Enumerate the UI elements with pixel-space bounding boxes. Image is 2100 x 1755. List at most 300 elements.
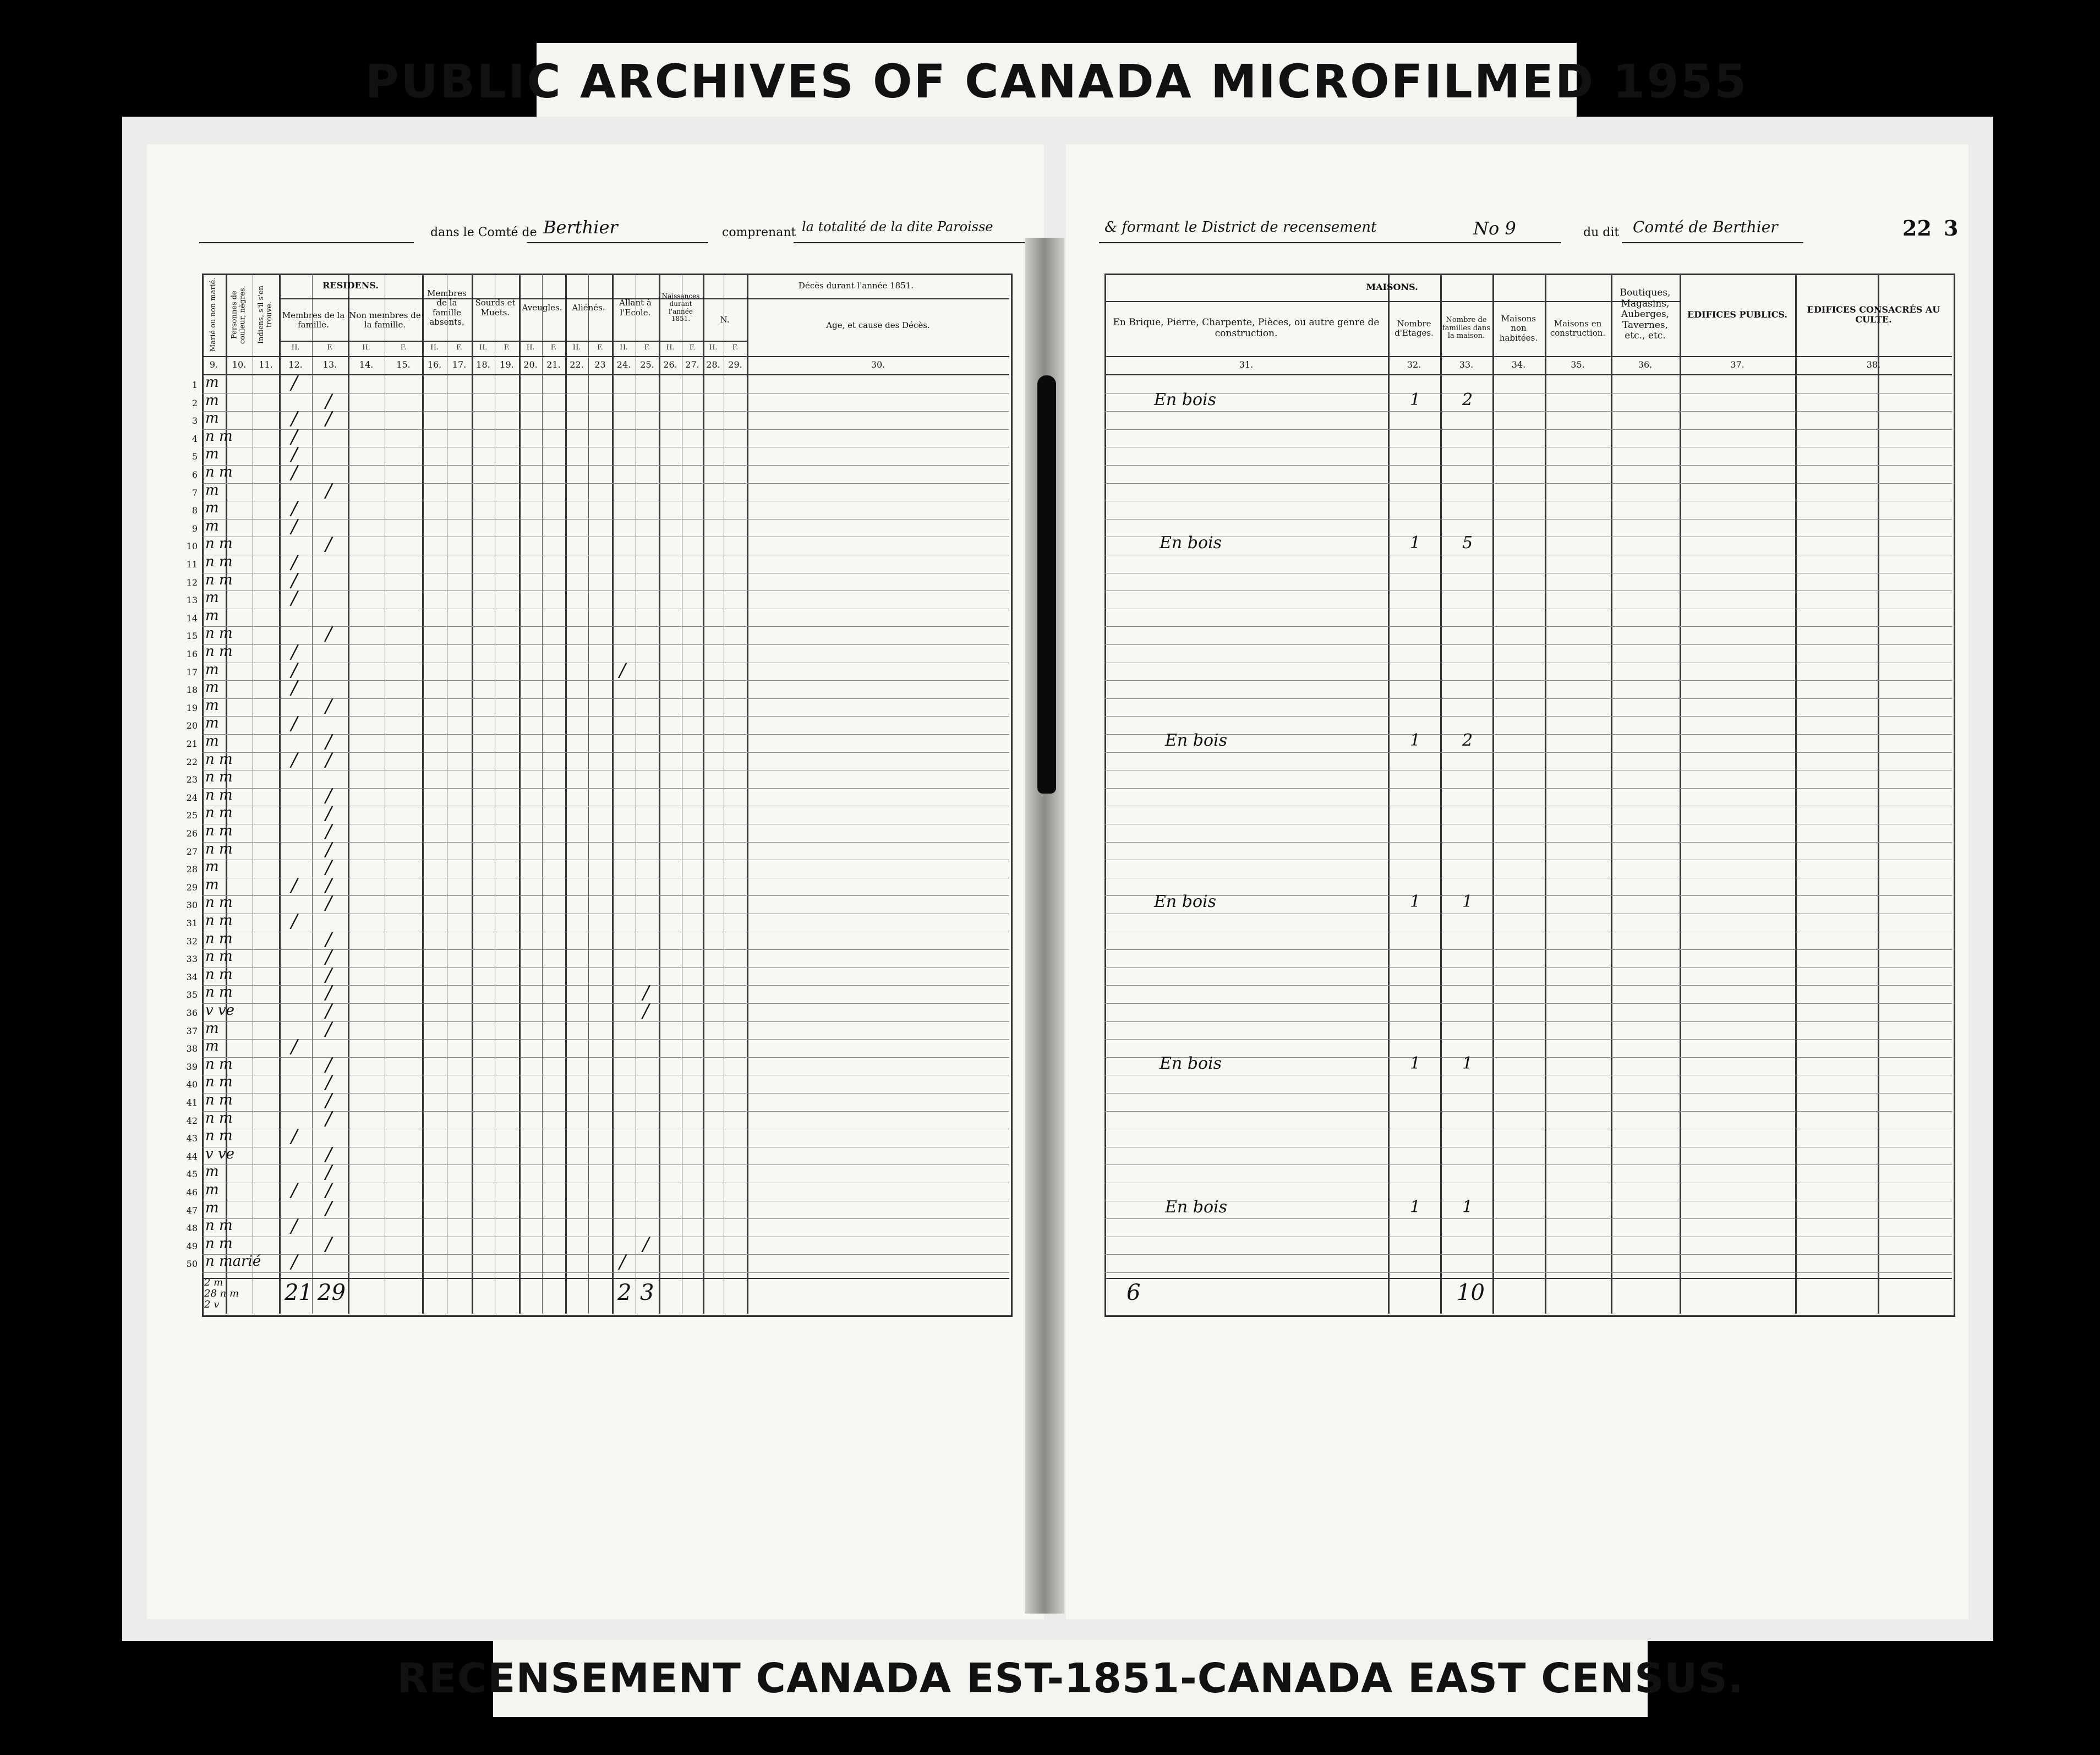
left-row-rule <box>202 895 1009 896</box>
row-number: 35 <box>186 989 198 1000</box>
left-row-rule <box>202 842 1009 843</box>
left-column-number: 16. <box>427 359 442 370</box>
header-couleur: Personnes de couleur, nègres. <box>230 286 247 344</box>
left-colnum-bottom <box>202 374 1009 375</box>
header-membres-absents: Membres de la famille absents. <box>427 288 467 327</box>
tick-membres-f: / <box>325 892 332 915</box>
tick-membres-f: / <box>325 1179 332 1201</box>
tick-membres-h: / <box>291 641 298 663</box>
row-number: 14 <box>186 613 198 624</box>
left-row-rule <box>202 1021 1009 1022</box>
marital-status: n marié <box>205 1253 261 1270</box>
header-aveugles: Aveugles. <box>522 302 562 313</box>
left-colnum-top <box>202 356 1009 357</box>
header-sex: H. <box>620 343 628 352</box>
row-number: 22 <box>186 756 198 767</box>
marital-status: n m <box>205 643 233 660</box>
row-number: 16 <box>186 649 198 659</box>
header-sex: H. <box>362 343 370 352</box>
header-sex: F. <box>400 343 407 352</box>
house-etages: 1 <box>1410 533 1421 553</box>
row-number: 32 <box>186 936 198 947</box>
marital-status: m <box>205 876 219 893</box>
tick-membres-h: / <box>291 425 298 448</box>
tick-membres-f: / <box>325 695 332 717</box>
total-familles: 10 <box>1457 1280 1485 1305</box>
row-number: 33 <box>186 954 198 965</box>
right-row-rule <box>1104 1164 1952 1165</box>
house-type: En bois <box>1165 731 1228 750</box>
tick-membres-h: / <box>291 677 298 699</box>
ink-stain <box>1037 375 1056 794</box>
header-sex: H. <box>291 343 300 352</box>
tick-membres-f: / <box>325 748 332 771</box>
row-number: 17 <box>186 666 198 677</box>
row-number: 18 <box>186 685 198 696</box>
house-type: En bois <box>1165 1197 1228 1217</box>
right-row-rule <box>1104 734 1952 735</box>
tick-membres-h: / <box>291 874 298 896</box>
header-deces-age: Age, et cause des Décès. <box>826 320 930 331</box>
microfilm-banner-bottom: RECENSEMENT CANADA EST-1851-CANADA EAST CENSUS. <box>493 1640 1648 1717</box>
tick-membres-h: / <box>291 569 298 592</box>
tick-membres-h: / <box>291 713 298 735</box>
comte-underline <box>527 242 708 243</box>
tick-membres-f: / <box>325 1018 332 1040</box>
left-row-rule <box>202 1218 1009 1219</box>
row-number: 37 <box>186 1025 198 1036</box>
left-row-rule <box>202 1254 1009 1255</box>
left-column-number: 26. <box>663 359 677 370</box>
marital-status: n m <box>205 805 233 822</box>
row-number: 50 <box>186 1259 198 1270</box>
census-ledger <box>122 117 1993 1641</box>
marital-status: m <box>205 859 219 876</box>
left-row-rule <box>202 1039 1009 1040</box>
left-row-rule <box>202 1057 1009 1058</box>
house-familles: 1 <box>1462 1197 1473 1217</box>
row-number: 39 <box>186 1061 198 1072</box>
tick-membres-h: / <box>291 659 298 681</box>
page-number-right: 3 <box>1944 216 1959 240</box>
marital-status: m <box>205 446 219 463</box>
marital-status: n m <box>205 1217 233 1234</box>
row-number: 4 <box>192 433 198 444</box>
left-row-rule <box>202 716 1009 717</box>
left-row-rule <box>202 680 1009 681</box>
marital-status: n m <box>205 535 233 553</box>
right-row-rule <box>1104 1218 1952 1219</box>
row-number: 45 <box>186 1169 198 1180</box>
left-page <box>147 144 1044 1619</box>
header-boutiques: Boutiques, Magasins, Auberges, Tavernes, etc., etc. <box>1620 287 1671 342</box>
tick-ecole-f: / <box>643 1233 649 1255</box>
left-row-rule <box>202 483 1009 484</box>
left-column-number: 21. <box>546 359 561 370</box>
tick-membres-f: / <box>325 982 332 1004</box>
marital-status: n m <box>205 912 233 929</box>
right-row-rule <box>1104 1093 1952 1094</box>
tick-membres-h: / <box>291 1215 298 1238</box>
tick-membres-h: / <box>291 408 298 430</box>
tick-membres-f: / <box>325 731 332 753</box>
row-number: 11 <box>186 559 198 570</box>
right-page <box>1066 144 1968 1619</box>
marital-status: m <box>205 607 219 624</box>
right-row-rule <box>1104 465 1952 466</box>
marital-status: n m <box>205 786 233 803</box>
row-number: 42 <box>186 1115 198 1126</box>
right-column-number: 34. <box>1511 359 1526 370</box>
header-alienes: Aliénés. <box>572 302 605 313</box>
header-deces-n: N. <box>720 315 730 325</box>
header-sex: F. <box>456 343 462 352</box>
comte-value: Berthier <box>543 217 618 238</box>
tick-membres-f: / <box>325 1143 332 1166</box>
left-row-rule <box>202 1003 1009 1004</box>
right-column-number: 31. <box>1239 359 1254 370</box>
right-colnum-top <box>1104 356 1952 357</box>
total-membres-h: 21 <box>285 1280 313 1305</box>
tick-membres-f: / <box>325 964 332 986</box>
header-indiens: Indiens, s'il s'en trouve. <box>257 286 274 344</box>
left-column-number: 22. <box>570 359 584 370</box>
header-edifices-culte: EDIFICES CONSACRÉS AU CULTE. <box>1807 304 1940 325</box>
left-row-rule <box>202 411 1009 412</box>
house-type: En bois <box>1160 1053 1222 1073</box>
tick-membres-h: / <box>291 1036 298 1058</box>
row-number: 30 <box>186 900 198 911</box>
tick-membres-h: / <box>291 515 298 538</box>
tick-membres-h: / <box>291 462 298 484</box>
tick-ecole-f: / <box>643 982 649 1004</box>
row-number: 19 <box>186 702 198 713</box>
marital-status: m <box>205 679 219 696</box>
header-sex: H. <box>526 343 535 352</box>
left-row-rule <box>202 734 1009 735</box>
total-maisons: 6 <box>1126 1280 1141 1305</box>
right-column-number: 35. <box>1571 359 1585 370</box>
marital-status: m <box>205 482 219 499</box>
left-table-frame <box>202 274 1013 1317</box>
row-number: 21 <box>186 739 198 749</box>
marital-status: m <box>205 517 219 534</box>
row-number: 36 <box>186 1008 198 1018</box>
header-marie: Marié ou non marié. <box>209 277 218 352</box>
marital-status: n m <box>205 1128 233 1145</box>
right-row-rule <box>1104 1254 1952 1255</box>
marital-status: m <box>205 1163 219 1180</box>
header-sex: H. <box>430 343 439 352</box>
header-naissances: Naissances durant l'année 1851. <box>661 292 700 323</box>
marital-status: n m <box>205 948 233 965</box>
left-column-number: 29. <box>728 359 742 370</box>
total-marie-c: 2 v <box>204 1299 220 1310</box>
right-column-number: 33. <box>1459 359 1474 370</box>
right-column-number: 32. <box>1407 359 1421 370</box>
row-number: 38 <box>186 1043 198 1054</box>
right-row-rule <box>1104 895 1952 896</box>
tick-membres-f: / <box>325 1090 332 1112</box>
comte-value-right: Comté de Berthier <box>1633 218 1778 236</box>
tick-membres-f: / <box>325 1000 332 1022</box>
right-row-rule <box>1104 483 1952 484</box>
page-number: 22 <box>1902 216 1932 240</box>
right-row-rule <box>1104 626 1952 627</box>
tick-membres-f: / <box>325 390 332 412</box>
marital-status: n m <box>205 840 233 857</box>
header-deces: Décès durant l'année 1851. <box>798 280 914 291</box>
district-no: No 9 <box>1473 218 1516 239</box>
right-row-rule <box>1104 1039 1952 1040</box>
tick-membres-f: / <box>325 1197 332 1220</box>
right-table-frame <box>1104 274 1955 1317</box>
row-number: 23 <box>186 774 198 785</box>
left-row-rule <box>202 698 1009 699</box>
header-sex: F. <box>689 343 696 352</box>
marital-status: n m <box>205 966 233 983</box>
tick-membres-h: / <box>291 1251 298 1273</box>
marital-status: m <box>205 715 219 732</box>
row-number: 34 <box>186 971 198 982</box>
row-number: 43 <box>186 1133 198 1144</box>
total-membres-f: 29 <box>318 1280 346 1305</box>
tick-membres-f: / <box>325 856 332 879</box>
tick-membres-h: / <box>291 748 298 771</box>
marital-status: n m <box>205 1056 233 1073</box>
left-row-rule <box>202 949 1009 950</box>
house-familles: 1 <box>1462 1053 1473 1073</box>
tick-membres-f: / <box>325 821 332 843</box>
header-sex: F. <box>732 343 739 352</box>
header-etages: Nombre d'Etages. <box>1394 318 1434 338</box>
tick-membres-h: / <box>291 910 298 932</box>
tick-membres-f: / <box>325 623 332 646</box>
tick-membres-f: / <box>325 838 332 861</box>
right-row-rule <box>1104 752 1952 753</box>
total-ecole-h: 2 <box>617 1280 632 1305</box>
left-row-rule <box>202 429 1009 430</box>
house-type: En bois <box>1154 892 1217 912</box>
left-row-rule <box>202 1093 1009 1094</box>
right-column-number: 36. <box>1638 359 1653 370</box>
left-row-rule <box>202 465 1009 466</box>
row-number: 6 <box>192 469 198 480</box>
left-totals-rule <box>202 1278 1009 1279</box>
header-sex: F. <box>597 343 603 352</box>
tick-ecole-h: / <box>619 1251 626 1273</box>
row-number: 8 <box>192 505 198 516</box>
tick-membres-f: / <box>325 408 332 430</box>
right-row-rule <box>1104 644 1952 645</box>
left-column-number: 23 <box>594 359 606 370</box>
right-row-rule <box>1104 1021 1952 1022</box>
tick-membres-f: / <box>325 1233 332 1255</box>
left-column-number: 20. <box>523 359 538 370</box>
row-number: 15 <box>186 631 198 642</box>
tick-membres-f: / <box>325 533 332 556</box>
left-column-number: 15. <box>396 359 411 370</box>
row-number: 1 <box>192 380 198 390</box>
marital-status: n m <box>205 823 233 839</box>
header-sex: F. <box>550 343 557 352</box>
row-number: 13 <box>186 595 198 606</box>
row-number: 41 <box>186 1097 198 1108</box>
marital-status: n m <box>205 751 233 768</box>
right-row-rule <box>1104 429 1952 430</box>
district-underline <box>1099 242 1561 243</box>
row-number: 3 <box>192 415 198 427</box>
tick-membres-f: / <box>325 784 332 807</box>
header-sex: H. <box>479 343 488 352</box>
comprenant-value: la totalité de la dite Paroisse <box>802 219 993 234</box>
marital-status: n m <box>205 554 233 570</box>
row-number: 29 <box>186 882 198 893</box>
right-row-rule <box>1104 967 1952 968</box>
left-row-rule <box>202 1272 1009 1273</box>
left-column-number: 28. <box>706 359 720 370</box>
right-row-rule <box>1104 393 1952 394</box>
house-familles: 2 <box>1462 731 1473 750</box>
header-sex: F. <box>327 343 333 352</box>
tick-membres-f: / <box>325 1107 332 1130</box>
tick-membres-h: / <box>291 551 298 573</box>
tick-membres-f: / <box>325 1161 332 1184</box>
tick-membres-f: / <box>325 946 332 969</box>
tick-membres-f: / <box>325 802 332 825</box>
row-number: 44 <box>186 1151 198 1162</box>
tick-membres-f: / <box>325 874 332 896</box>
house-etages: 1 <box>1410 892 1421 912</box>
microfilm-banner-top: PUBLIC ARCHIVES OF CANADA MICROFILMED 1955 <box>537 43 1577 120</box>
label-comte: dans le Comté de <box>430 226 537 239</box>
marital-status: m <box>205 733 219 750</box>
row-number: 7 <box>192 487 198 498</box>
row-number: 26 <box>186 828 198 839</box>
header-non-membres: Non membres de la famille. <box>349 310 421 330</box>
header-sex: H. <box>572 343 581 352</box>
label-comprenant: comprenant <box>722 226 796 239</box>
right-row-rule <box>1104 1003 1952 1004</box>
tick-ecole-f: / <box>643 1000 649 1022</box>
left-row-rule <box>202 985 1009 986</box>
tick-membres-h: / <box>291 1179 298 1201</box>
marital-status: m <box>205 500 219 517</box>
total-ecole-f: 3 <box>640 1280 654 1305</box>
marital-status: n m <box>205 769 233 786</box>
left-column-number: 17. <box>452 359 467 370</box>
left-column-number: 12. <box>288 359 303 370</box>
row-number: 27 <box>186 846 198 857</box>
house-etages: 1 <box>1410 390 1421 409</box>
house-familles: 5 <box>1462 533 1473 553</box>
left-column-number: 24. <box>616 359 631 370</box>
right-row-rule <box>1104 680 1952 681</box>
tick-membres-f: / <box>325 479 332 502</box>
tick-membres-f: / <box>325 928 332 950</box>
left-row-rule <box>202 393 1009 394</box>
tick-membres-f: / <box>325 1071 332 1094</box>
marital-status: n m <box>205 1235 233 1252</box>
marital-status: n m <box>205 428 233 445</box>
row-number: 47 <box>186 1205 198 1216</box>
row-number: 2 <box>192 397 198 408</box>
right-totals-rule <box>1104 1278 1952 1279</box>
right-row-rule <box>1104 411 1952 412</box>
marital-status: n m <box>205 1092 233 1108</box>
header-sex: F. <box>644 343 650 352</box>
right-colnum-bottom <box>1104 374 1952 375</box>
header-familles: Nombre de familles dans la maison. <box>1442 315 1490 341</box>
left-row-rule <box>202 1111 1009 1112</box>
row-number: 25 <box>186 810 198 821</box>
right-maisons-rule <box>1104 301 1680 302</box>
marital-status: n m <box>205 930 233 947</box>
house-etages: 1 <box>1410 731 1421 750</box>
row-number: 10 <box>186 541 198 552</box>
left-column-number: 9. <box>209 359 218 370</box>
left-column-number: 25. <box>640 359 654 370</box>
tick-ecole-h: / <box>619 659 626 681</box>
marital-status: v ve <box>205 1002 235 1019</box>
left-column-number: 10. <box>232 359 247 370</box>
marital-status: m <box>205 1038 219 1055</box>
header-construction: En Brique, Pierre, Charpente, Pièces, ou autre genre de construction. <box>1113 317 1380 339</box>
total-marie-b: 28 n m <box>204 1288 239 1299</box>
left-column-number: 14. <box>359 359 374 370</box>
right-row-rule <box>1104 949 1952 950</box>
tick-membres-h: / <box>291 587 298 610</box>
house-etages: 1 <box>1410 1053 1421 1073</box>
marital-status: m <box>205 661 219 678</box>
marital-status: n m <box>205 984 233 1001</box>
marital-status: m <box>205 1199 219 1216</box>
marital-status: m <box>205 410 219 427</box>
row-number: 20 <box>186 720 198 731</box>
tick-membres-f: / <box>325 1053 332 1076</box>
label-formant: & formant le District de recensement <box>1104 219 1377 236</box>
row-number: 5 <box>192 451 198 462</box>
marital-status: m <box>205 392 219 409</box>
marital-status: m <box>205 374 219 391</box>
label-du-dit: du dit <box>1583 226 1620 239</box>
marital-status: n m <box>205 464 233 480</box>
header-membres: Membres de la famille. <box>282 310 345 330</box>
left-column-number: 30. <box>871 359 885 370</box>
header-allant: Allant à l'Ecole. <box>619 298 652 318</box>
marital-status: m <box>205 697 219 714</box>
left-column-number: 19. <box>500 359 514 370</box>
left-row-rule <box>202 752 1009 753</box>
row-number: 12 <box>186 577 198 588</box>
header-maisons: MAISONS. <box>1366 281 1418 292</box>
right-row-rule <box>1104 716 1952 717</box>
blank-underline <box>199 242 414 243</box>
row-number: 48 <box>186 1223 198 1234</box>
house-familles: 1 <box>1462 892 1473 912</box>
house-type: En bois <box>1154 390 1217 409</box>
marital-status: n m <box>205 1109 233 1127</box>
tick-membres-h: / <box>291 497 298 520</box>
house-familles: 2 <box>1462 390 1473 409</box>
header-sex: H. <box>666 343 675 352</box>
right-row-rule <box>1104 842 1952 843</box>
header-en-construction: Maisons en construction. <box>1550 318 1606 338</box>
marital-status: m <box>205 1020 219 1037</box>
marital-status: n m <box>205 894 233 911</box>
left-row-rule <box>202 626 1009 627</box>
left-row-rule <box>202 967 1009 968</box>
